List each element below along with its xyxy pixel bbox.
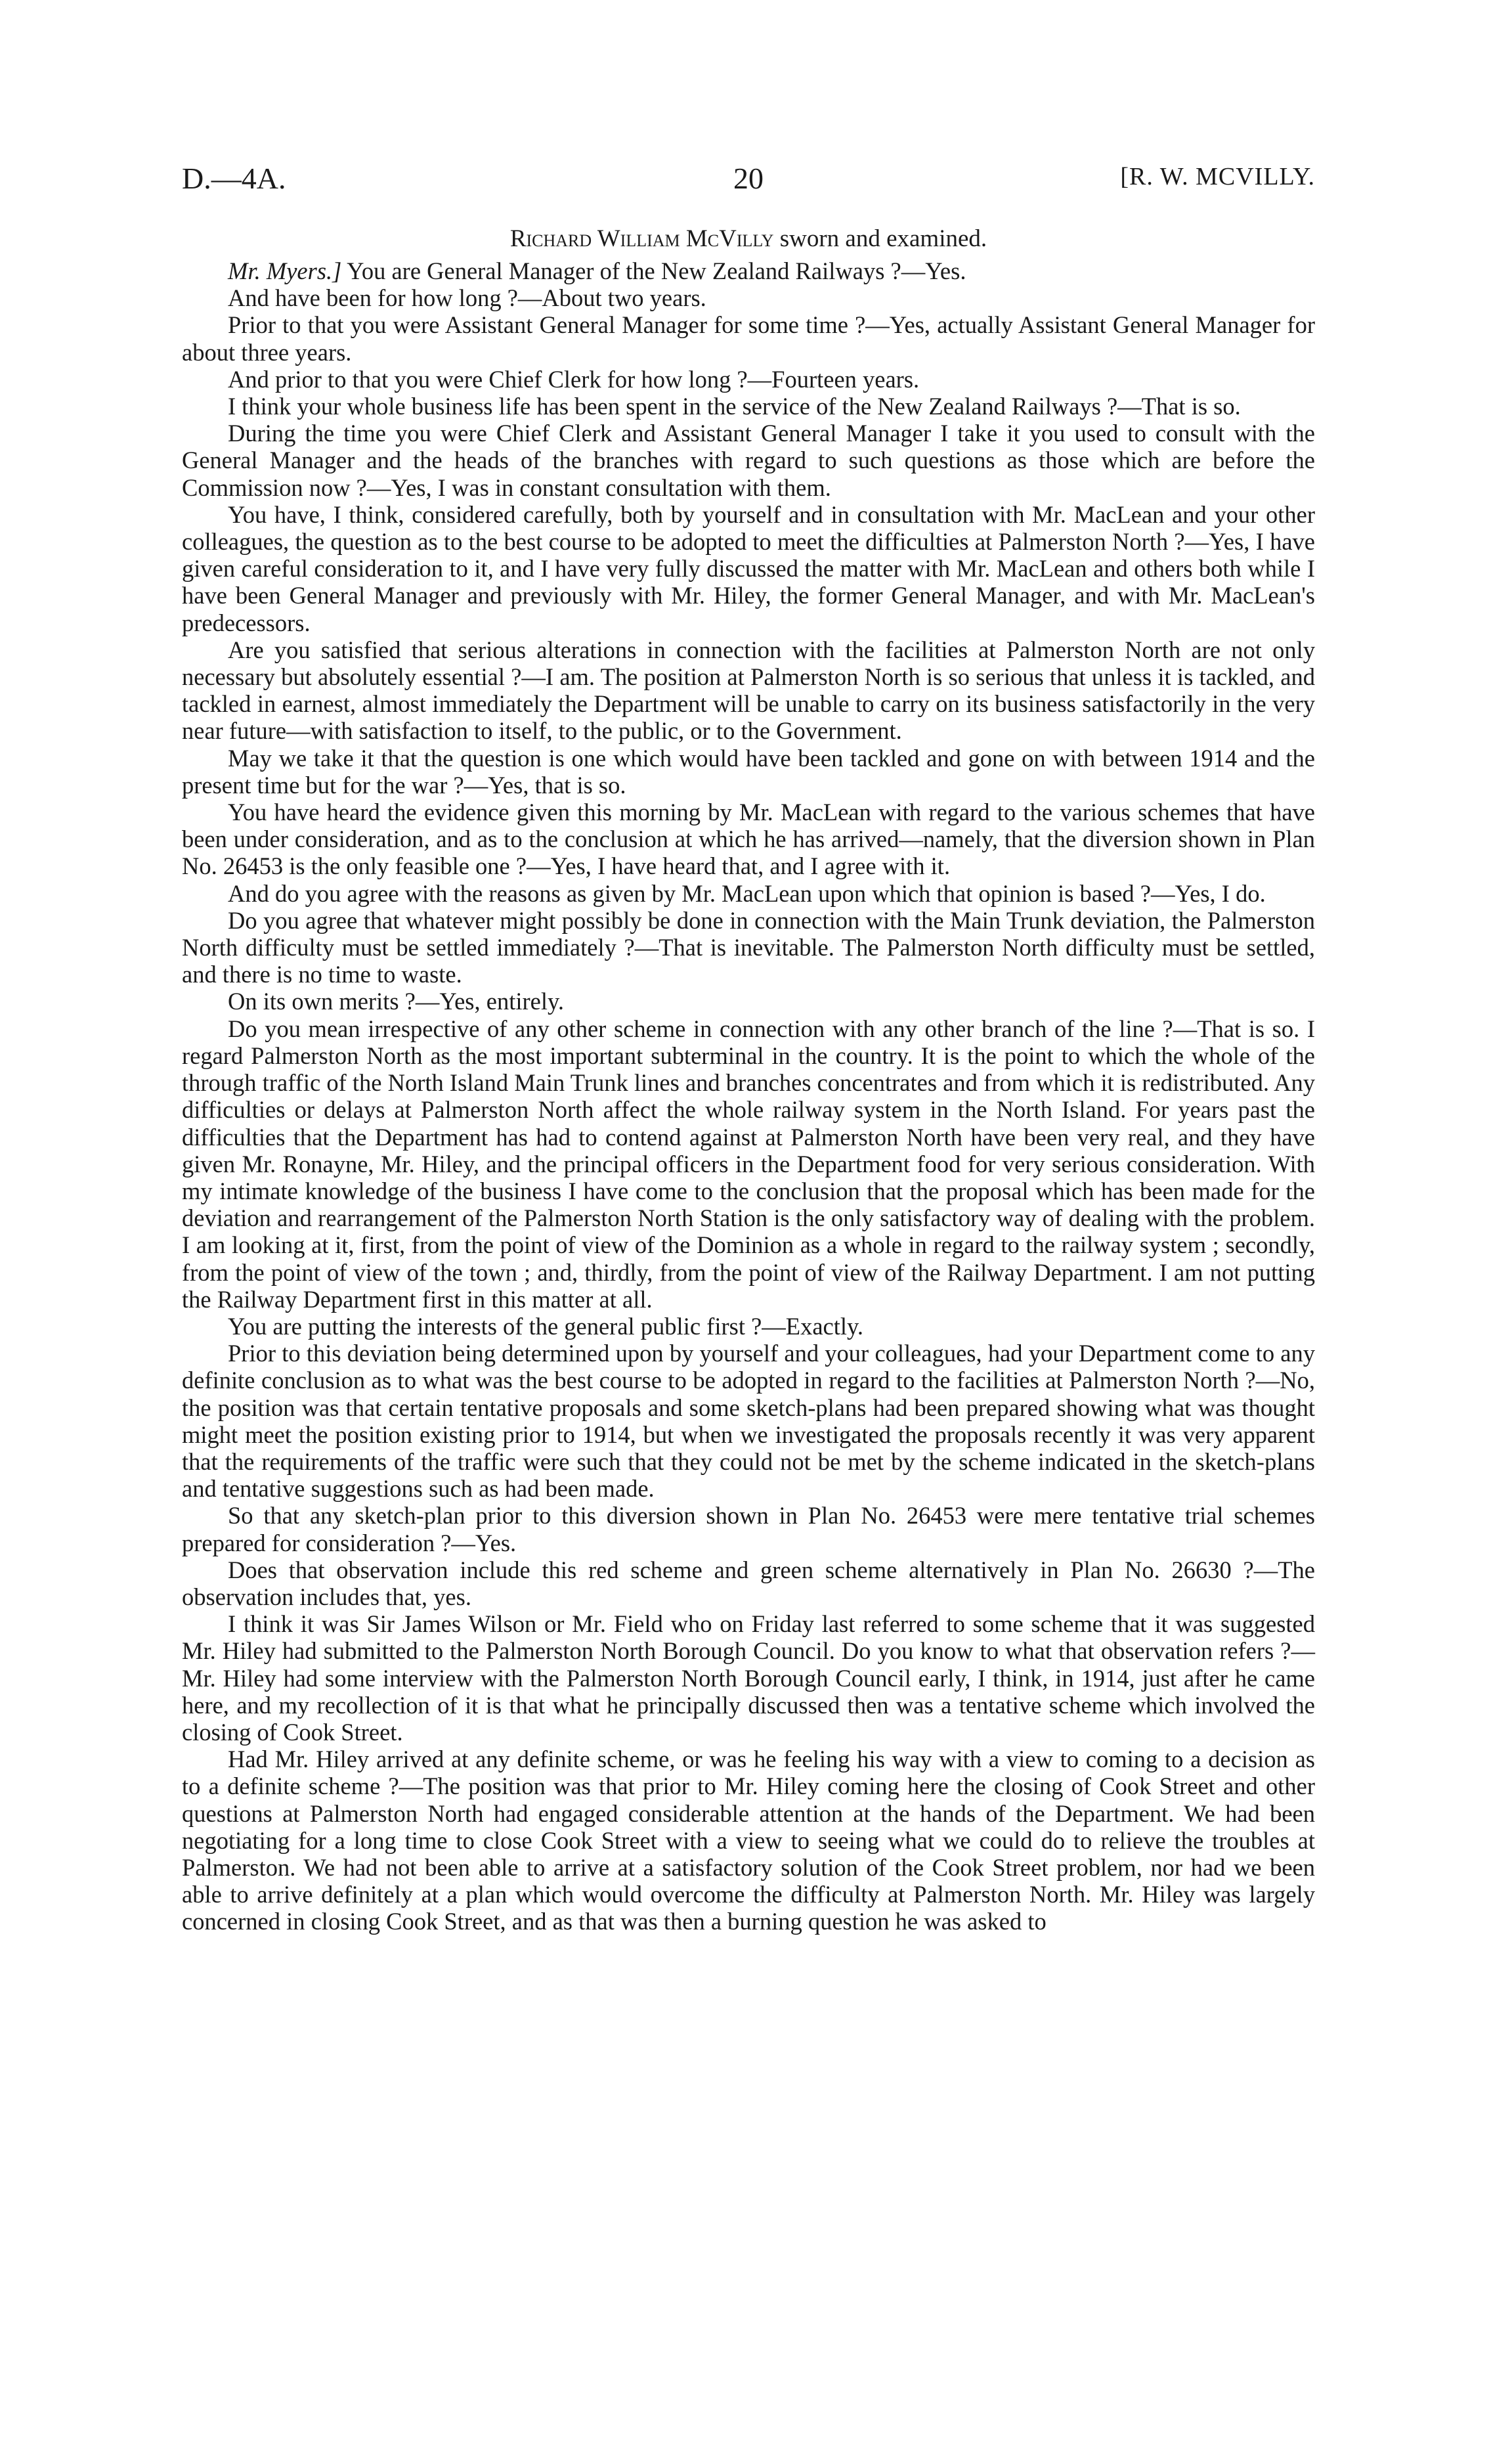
paragraph: So that any sketch-plan prior to this diversion shown in Plan No. 26453 were mere tentative trial schemes prepared for consideration ?—Yes.: [182, 1502, 1315, 1556]
paragraph: You have heard the evidence given this morning by Mr. MacLean with regard to the various schemes that have been under consideration, and as to the conclusion at which he has arrived—namely, that the diversion shown in Plan No. 26453 is the only feasible one ?—Yes, I have heard that, and I agree with it.: [182, 799, 1315, 880]
paragraph: During the time you were Chief Clerk and Assistant General Manager I take it you used to consult with the General Manager and the heads of the branches with regard to such questions as those which are before the Commission now ?—Yes, I was in constant consultation with them.: [182, 420, 1315, 501]
paragraph: I think your whole business life has been spent in the service of the New Zealand Railways ?—That is so.: [228, 393, 1241, 420]
page-number: 20: [733, 162, 764, 195]
paragraph: And have been for how long ?—About two years.: [228, 284, 706, 312]
paragraph: I think it was Sir James Wilson or Mr. Field who on Friday last referred to some scheme that it was suggested Mr. Hiley had submitted to the Palmerston North Borough Council. Do you know to what that observation refers ?—Mr. Hiley had some interview with the Palmerston North Borough Council early, I think, in 1914, just after he came here, and my recollection of it is that what he principally discussed then was a tentative scheme which involved the closing of Cook Street.: [182, 1610, 1315, 1746]
paragraph: Prior to this deviation being determined upon by yourself and your colleagues, had your Department come to any definite conclusion as to what was the best course to be adopted in regard to the facilities at Palmerston North ?—No, the position was that certain tentative proposals and some sketch-plans had been prepared showing what was thought might meet the position existing prior to 1914, but when we investigated the proposals recently it was very apparent that the requirements of the traffic were such that they could not be met by the scheme indicated in the sketch-plans and tentative suggestions such as had been made.: [182, 1340, 1315, 1503]
paragraph: May we take it that the question is one which would have been tackled and gone on with between 1914 and the present time but for the war ?—Yes, that is so.: [182, 744, 1315, 799]
witness-reference: [R. W. MCVILLY.: [1120, 163, 1315, 190]
page-header: [182, 161, 1315, 200]
testimony-body: [182, 257, 1315, 1935]
witness-name: Richard William McVilly: [509, 225, 774, 252]
title-suffix: sworn and examined.: [773, 225, 987, 252]
paragraph: Prior to that you were Assistant General Manager for some time ?—Yes, actually Assistant General Manager for about three years.: [182, 311, 1315, 366]
paragraph: On its own merits ?—Yes, entirely.: [228, 988, 564, 1015]
paragraph: Are you satisfied that serious alterations in connection with the facilities at Palmerston North are not only necessary but absolutely essential ?—I am. The position at Palmerston North is so serious that unless it is tackled, and tackled in earnest, almost immediately the Department will be unable to carry on its business satisfactorily in the very near future—with satisfaction to itself, to the public, or to the Government.: [182, 636, 1315, 745]
paragraph: [182, 257, 1315, 284]
paragraph: Does that observation include this red scheme and green scheme alternatively in Plan No. 26630 ?—The observation includes that, yes.: [182, 1556, 1315, 1610]
paragraph: And do you agree with the reasons as given by Mr. MacLean upon which that opinion is based ?—Yes, I do.: [228, 879, 1266, 907]
paragraph: You are putting the interests of the general public first ?—Exactly.: [228, 1312, 864, 1340]
speaker-label: Mr. Myers.]: [228, 257, 342, 284]
paragraph-text: You are General Manager of the New Zealand Railways ?—Yes.: [341, 257, 966, 284]
paragraph: Do you agree that whatever might possibly be done in connection with the Main Trunk deviation, the Palmerston North difficulty must be settled immediately ?—That is inevitable. The Palmerston North difficulty must be settled, and there is no time to waste.: [182, 906, 1315, 988]
document-reference: D.—4A.: [182, 162, 286, 195]
paragraph: You have, I think, considered carefully, both by yourself and in consultation with Mr. MacLean and your other colleagues, the question as to the best course to be adopted to meet the difficulties at Palmerston North ?—Yes, I have given careful consideration to it, and I have very fully discussed the matter with Mr. MacLean and others both while I have been General Manager and previously with Mr. Hiley, the former General Manager, and with Mr. MacLean's predecessors.: [182, 500, 1315, 636]
paragraph: And prior to that you were Chief Clerk for how long ?—Fourteen years.: [228, 365, 920, 393]
paragraph: Do you mean irrespective of any other scheme in connection with any other branch of the line ?—That is so. I regard Palmerston North as the most important subterminal in the country. It is the point to which the whole of the through traffic of the North Island Main Trunk lines and branches concentrates and from which it is redistributed. Any difficulties or delays at Palmerston North affect the whole railway system in the North Island. For years past the difficulties that the Department has had to contend against at Palmerston North have been very real, and they have given Mr. Ronayne, Mr. Hiley, and the principal officers in the Department food for very serious consideration. With my intimate knowledge of the business I have come to the conclusion that the proposal which has been made for the deviation and rearrangement of the Palmerston North Station is the only satisfactory way of dealing with the problem. I am looking at it, first, from the point of view of the Dominion as a whole in regard to the railway system ; secondly, from the point of view of the town ; and, thirdly, from the point of view of the Railway Department. I am not putting the Railway Department first in this matter at all.: [182, 1015, 1315, 1313]
paragraph: Had Mr. Hiley arrived at any definite scheme, or was he feeling his way with a view to coming to a decision as to a definite scheme ?—The position was that prior to Mr. Hiley coming here the closing of Cook Street and other questions at Palmerston North had engaged considerable attention at the hands of the Department. We had been negotiating for a long time to close Cook Street with a view to seeing what we could do to relieve the troubles at Palmerston. We had not been able to arrive at a satisfactory solution of the Cook Street problem, nor had we been able to arrive definitely at a plan which would overcome the difficulty at Palmerston North. Mr. Hiley was largely concerned in closing Cook Street, and as that was then a burning question he was asked to: [182, 1746, 1315, 1935]
section-title: [182, 225, 1315, 253]
